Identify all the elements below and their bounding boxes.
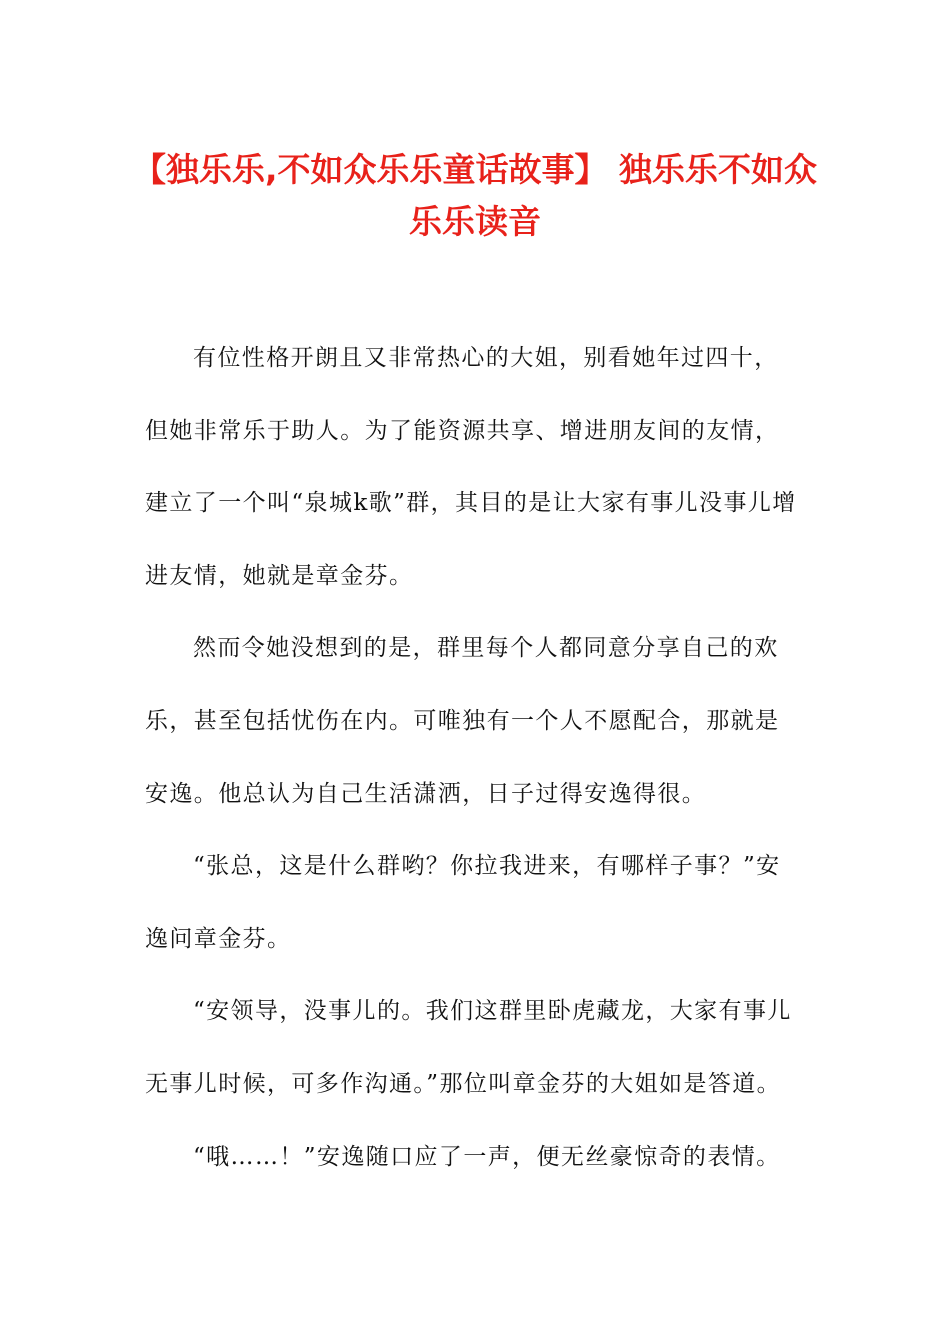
paragraph-4: “安领导，没事儿的。我们这群里卧虎藏龙，大家有事儿无事儿时候，可多作沟通。”那位叫章金芬的大姐如是答道。: [145, 998, 792, 1097]
paragraph-3: “张总，这是什么群哟？你拉我进来，有哪样子事？”安逸问章金芬。: [145, 853, 781, 952]
paragraph-1: 有位性格开朗且又非常热心的大姐，别看她年过四十，但她非常乐于助人。为了能资源共享、增进朋友间的友情，建立了一个叫“泉城k歌”群，其目的是让大家有事儿没事儿增进友情，她就是章金芬。: [145, 345, 797, 589]
document-body: [145, 322, 800, 1193]
paragraph-2: 然而令她没想到的是，群里每个人都同意分享自己的欢乐，甚至包括忧伤在内。可唯独有一个人不愿配合，那就是安逸。他总认为自己生活潇洒，日子过得安逸得很。: [145, 635, 780, 807]
document-title: 【独乐乐,不如众乐乐童话故事】 独乐乐不如众乐乐读音: [132, 150, 818, 241]
paragraph-5: “哦……！”安逸随口应了一声，便无丝豪惊奇的表情。: [193, 1143, 781, 1170]
